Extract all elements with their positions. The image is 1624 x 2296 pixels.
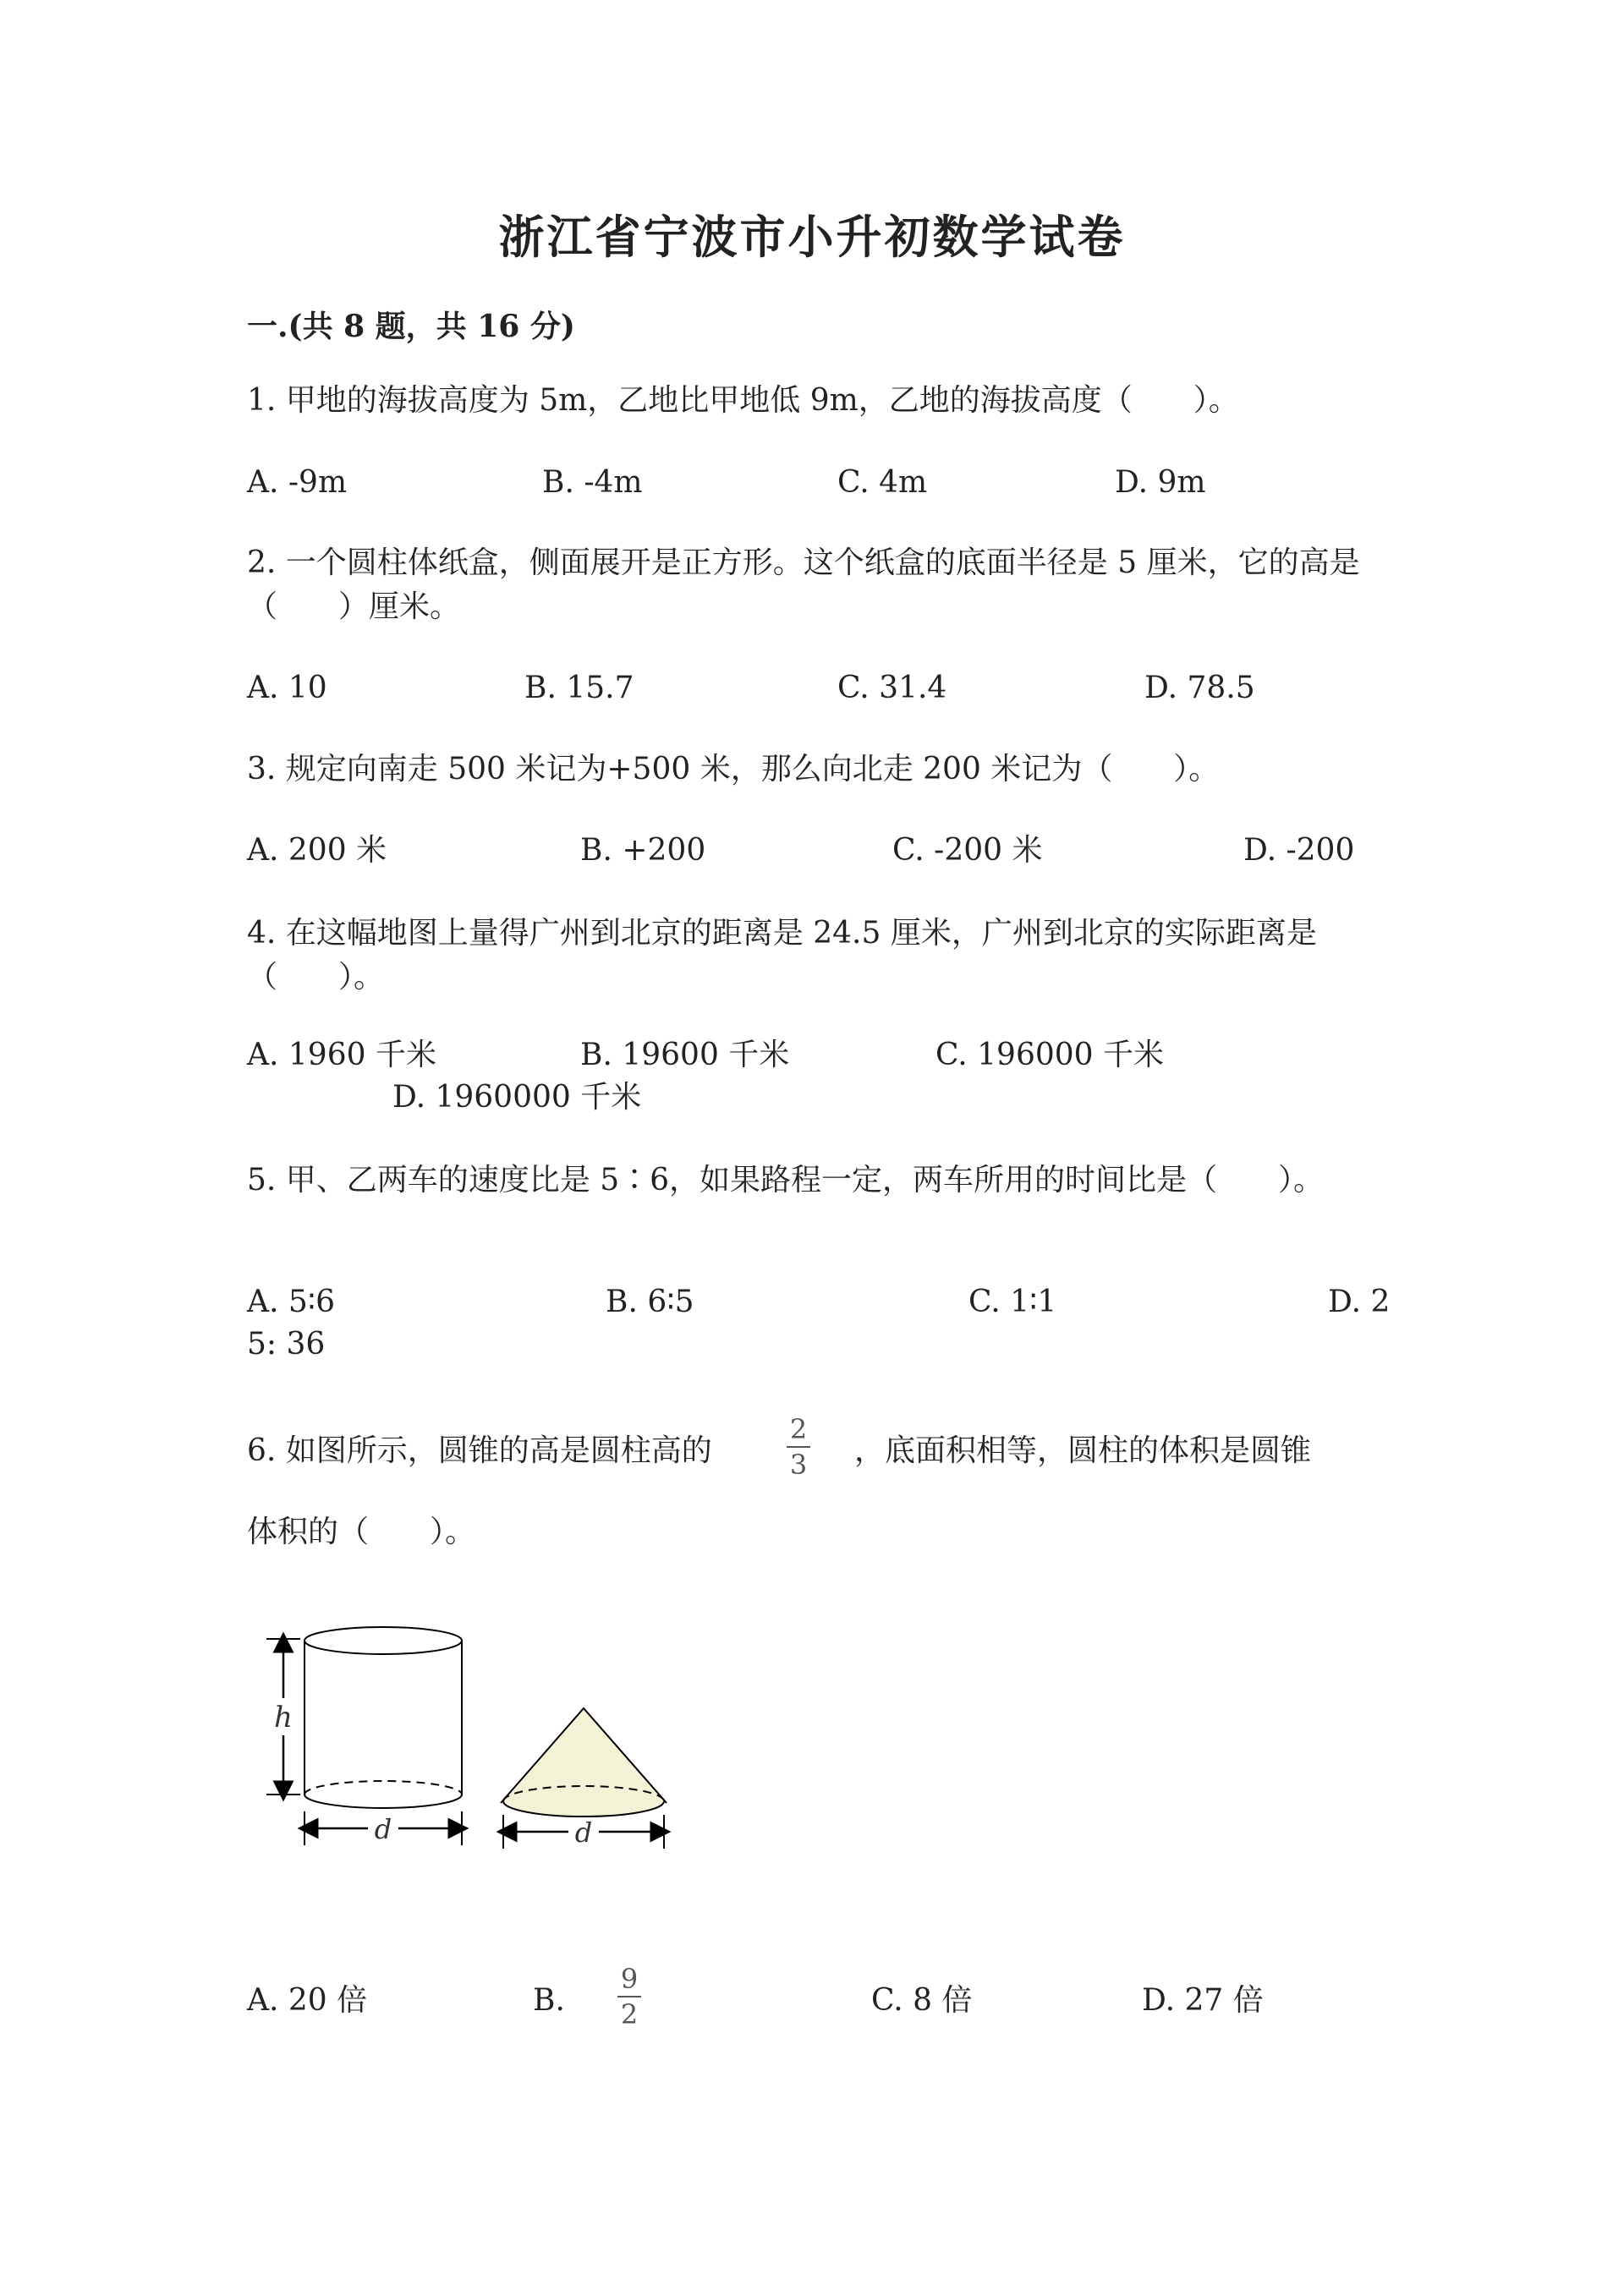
q5-option-b: B. 6∶5 bbox=[606, 1285, 694, 1319]
q1-option-d: D. 9m bbox=[1115, 465, 1206, 500]
height-label: h bbox=[274, 1701, 293, 1734]
q4-option-b: B. 19600 千米 bbox=[580, 1038, 790, 1072]
q1-option-b: B. -4m bbox=[542, 465, 643, 500]
q6-option-b: B. bbox=[533, 1983, 565, 2018]
q1-option-a: A. -9m bbox=[247, 465, 348, 500]
q6-fraction-denominator: 3 bbox=[789, 1449, 808, 1481]
q2-option-b: B. 15.7 bbox=[524, 671, 634, 705]
q6-option-b-numerator: 9 bbox=[620, 1963, 639, 1995]
cone-diameter-label: d bbox=[574, 1817, 593, 1849]
q3-option-d: D. -200 bbox=[1243, 833, 1355, 868]
section-header: 一.(共 8 题，共 16 分) bbox=[247, 309, 575, 344]
question-6-text-line2: 体积的（ ）。 bbox=[247, 1515, 476, 1549]
q6-option-b-fraction bbox=[617, 1964, 641, 2030]
q2-option-c: C. 31.4 bbox=[837, 671, 947, 705]
q6-option-a: A. 20 倍 bbox=[247, 1983, 368, 2018]
cylinder-cone-diagram bbox=[245, 1624, 685, 1877]
question-1-text: 1. 甲地的海拔高度为 5m，乙地比甲地低 9m，乙地的海拔高度（ ）。 bbox=[247, 383, 1239, 418]
q4-option-a: A. 1960 千米 bbox=[247, 1038, 436, 1072]
cylinder-shape bbox=[304, 1627, 462, 1808]
q2-option-a: A. 10 bbox=[247, 671, 327, 705]
question-2-text: 2. 一个圆柱体纸盒，侧面展开是正方形。这个纸盒的底面半径是 5 厘米，它的高是（ ）厘米。 bbox=[247, 545, 1360, 624]
q6-fraction-bar bbox=[787, 1446, 810, 1448]
q6-fraction-numerator: 2 bbox=[789, 1413, 808, 1445]
cylinder-cone-figure bbox=[245, 1624, 685, 1881]
question-6-text-part1: 6. 如图所示，圆锥的高是圆柱高的 bbox=[247, 1433, 712, 1468]
q6-option-d: D. 27 倍 bbox=[1142, 1983, 1264, 2018]
q6-option-b-fraction-bar bbox=[617, 1996, 641, 1997]
cone-shape bbox=[501, 1708, 667, 1817]
q3-option-a: A. 200 米 bbox=[247, 833, 387, 868]
question-5-text: 5. 甲、乙两车的速度比是 5∶6，如果路程一定，两车所用的时间比是（ ）。 bbox=[247, 1163, 1325, 1197]
question-3-text: 3. 规定向南走 500 米记为+500 米，那么向北走 200 米记为（ ）。 bbox=[247, 752, 1220, 786]
q5-option-d: D. 2 bbox=[1328, 1285, 1391, 1319]
q5-option-c: C. 1∶1 bbox=[968, 1285, 1057, 1319]
q4-option-d: D. 1960000 千米 bbox=[392, 1080, 642, 1115]
question-6-text-part2: ，底面积相等，圆柱的体积是圆锥 bbox=[854, 1433, 1312, 1468]
q3-option-b: B. +200 bbox=[580, 833, 706, 868]
q6-option-c: C. 8 倍 bbox=[871, 1983, 973, 2018]
page-title: 浙江省宁波市小升初数学试卷 bbox=[498, 210, 1126, 264]
q3-option-c: C. -200 米 bbox=[892, 833, 1043, 868]
q2-option-d: D. 78.5 bbox=[1144, 671, 1255, 705]
question-4-text: 4. 在这幅地图上量得广州到北京的距离是 24.5 厘米，广州到北京的实际距离是（ ）。 bbox=[247, 916, 1317, 995]
q1-option-c: C. 4m bbox=[837, 465, 928, 500]
q4-option-c: C. 196000 千米 bbox=[935, 1038, 1165, 1072]
q6-fraction bbox=[787, 1414, 810, 1480]
q5-option-a: A. 5∶6 bbox=[247, 1285, 336, 1319]
cylinder-diameter-label: d bbox=[374, 1813, 392, 1845]
q5-option-d-continued: 5: 36 bbox=[247, 1327, 326, 1362]
q6-option-b-denominator: 2 bbox=[620, 1998, 639, 2030]
